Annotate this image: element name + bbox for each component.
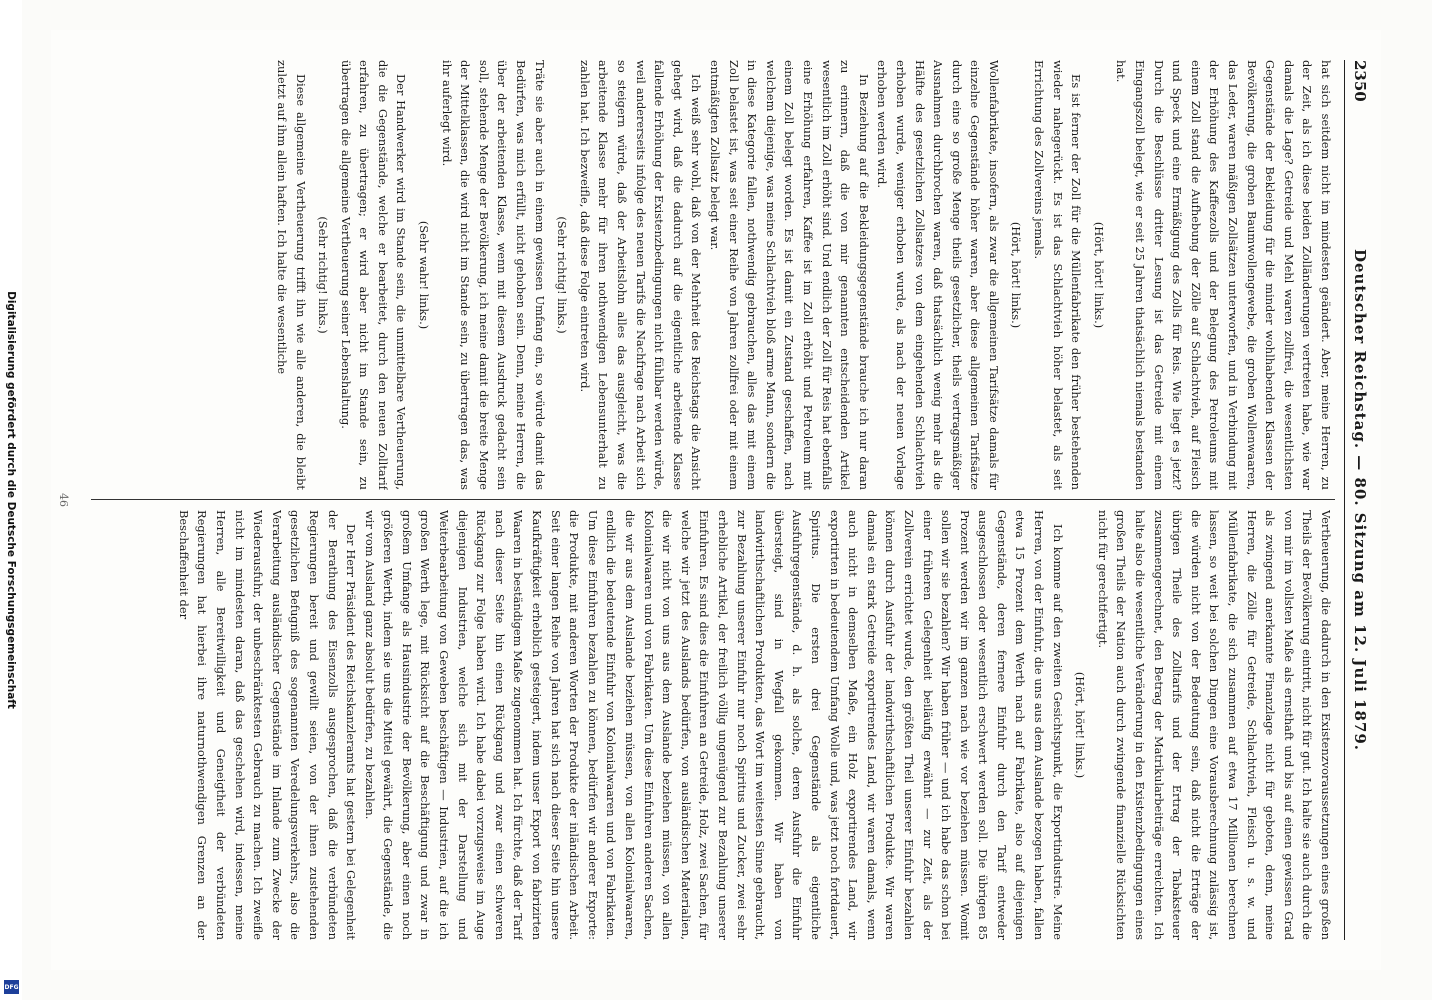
running-header [1344,60,1371,940]
interjection: (Hört, hört! links.) [1073,671,1088,779]
left-column [91,60,1335,490]
right-column [91,510,1335,940]
scanned-page [51,30,1381,970]
paragraph: Wollenfabrikate, insofern, als zwar die allgemeinen Tarifsätze damals für einzelne Gegenstände höher waren, aber diese allgemeinen Tarifsätze durch eine so große Menge theils gesetzlicher, theils vertragsmäßiger Ausnahmen durchbrochen waren, daß thatsächlich wenig mehr als die Hälfte des gesetzlichen Zollsatzes von dem eingehenden Schlachtvieh erhoben wurde, weniger erhoben wurde, als nach der neuen Vorlage erhoben werden wird. [875,60,1001,490]
dfg-logo: DFG [4,980,19,994]
paragraph: Der Herr Präsident des Reichskanzleramts hat gestern bei Gelegenheit der Berathung des Eisenzolls ausgesprochen, daß die verbündeten Regierungen bereit und gewillt seien, von der ihnen zustehenden gesetzlichen Befugniß des sogenannten Veredelungsverkehrs, also die Verarbeitung ausländischer Gegenstände im Inlande zum Zwecke der Wiederausfuhr, der unbeschränktesten Gebrauch zu machen. Ich zweifle nicht im mindesten daran, daß das geschehen wird, indessen, meine Herren, alle Bereitwilligkeit und Geneigtheit der verbündeten Regierungen hat hierbei ihre naturnothwendigen Grenzen an der Beschaffenheit der [176,510,359,940]
interjection: (Sehr wahr! links.) [417,220,432,330]
paragraph: Der Handwerker wird im Stande sein, die unmittelbare Vertheuerung, die die Gegenstände, welche er bearbeitet, durch den neuen Zolltarif erfahren, zu übertragen; er wird aber nicht im Stande sein, zu übertragen die allgemeine Vertheuerung seiner Lebenshaltung. [338,60,409,490]
digitization-credit [0,0,22,1000]
interjection: (Sehr richtig! links.) [316,216,331,334]
column-divider [91,499,1335,500]
interjection: (Hört, hört! links.) [1009,221,1024,329]
page-title: Deutscher Reichstag. — 80. Sitzung am 12. Juli 1879. [1351,248,1369,752]
credit-text: Digitalisierung gefördert durch die Deutsche Forschungsgemeinschaft [5,291,17,709]
paragraph: hat sich seitdem nicht im mindesten geändert. Aber, meine Herren, zu der Zeit, als ich diese beiden Zolländerungen vertreten habe, wie war damals die Lage? Getreide und Mehl waren zollfrei, die wesentlichsten Gegenstände der Bekleidung für die minder wohlhabenden Klassen der Bevölkerung, die groben Baumwollengewebe, die groben Wollenwaaren, das Leder, waren mäßigen Zollsätzen unterworfen, und in Verbindung mit der Erhöhung des Kaffeezolls und der Belegung des Petroleums mit einem Zoll stand die Aufhebung der Zölle auf Schlachtvieh, auf Fleisch und Speck und eine Ermäßigung des Zolls für Reis. Wie liegt es jetzt? Durch die Beschlüsse dritter Lesung ist das Getreide mit einem Eingangszoll belegt, wie er seit 25 Jahren thatsächlich niemals bestanden hat. [1114,60,1333,490]
paragraph: Ich weiß sehr wohl, daß von der Mehrheit des Reichstags die Ansicht gehegt wird, daß die dadurch auf die eigentliche arbeitende Klasse fallende Erhöhung der Existenzbedingungen nicht fühlbar werden würde, weil andererseits infolge des neuen Tarifs die Nachfrage nach Arbeit sich so steigern würde, daß der Arbeitslohn alles das ausgleicht, was die arbeitende Klasse mehr für ihren nothwendigen Lebensunterhalt zu zahlen hat. Ich bezweifle, daß diese Folge eintreten wird. [577,60,704,490]
interjection: (Hört, hört! links.) [1091,221,1106,329]
paragraph: Vertheuerung, die dadurch in den Existenzvoraussetzungen eines großen Theils der Bevölkerung eintritt, nicht für gut. Ich halte sie auch durch die von mir im vollsten Maße als ernsthaft und bis auf einen gewissen Grad als zwingend anerkannte Finanzlage nicht für geboten, denn, meine Herren, die Zölle für Getreide, Schlachtvieh, Fleisch u. s. w. und Müllenfabrikate, die sich zusammen auf etwa 17 Millionen berechnen lassen, so weit bei solchen Dingen eine Vorausberechnung zulässig ist, die würden nicht von der Bedeutung sein, daß nicht die Erträge der übrigen Theile des Zolltarifs und der Ertrag der Tabaksteuer zusammengerechnet, den Betrag der Matrikularbeiträge erreichten. Ich halte also die wesentliche Veränderung in den Existenzbedingungen eines großen Theils der Nation auch durch zwingende finanzielle Rücksichten nicht für gerechtfertigt. [1095,510,1333,940]
footer-page-mark: 46 [57,493,70,507]
paragraph: Träte sie aber auch in einem gewissen Umfang ein, so würde damit das Bedürfen, was mich erfüllt, nicht gehoben sein. Denn, meine Herren, die über der arbeitenden Klasse, wenn mit diesem Ausdruck gedacht sein soll, stehende Menge der Bevölkerung, ich meine damit die breite Menge der Mittelklassen, die wird nicht im Stande sein, zu übertragen das, was ihr auferlegt wird. [439,60,547,490]
page-number: 2350 [1351,60,1369,102]
paragraph: Diese allgemeine Vertheuerung trifft ihn wie alle anderen, die bleibt zuletzt auf ihm allein haften. Ich halte die wesentliche [274,60,308,490]
paragraph: In Beziehung auf die Bekleidungsgegenstände brauche ich nur daran zu erinnern, daß die von mir genannten entscheidenden Artikel wesentlich im Zoll erhöht sind. Und endlich der Zoll für Reis hat ebenfalls eine Erhöhung erfahren, Kaffee ist im Zoll erhöht und Petroleum mit einem Zoll belegt worden. Es ist damit ein Zustand geschaffen, nach welchem diejenige, was meine Schlachtvieh bloß arme Mann, sondern die in diese Kategorie fallen, nothwendig gebrauchen, alles das mit einem Zoll belastet ist, was seit einer Reihe von Jahren zollfrei oder mit einem entmäßigten Zollsatz belegt war. [708,60,871,490]
interjection: (Sehr richtig! links.) [555,216,570,334]
paragraph: Es ist ferner der Zoll für die Müllenfabrikate den früher bestehenden wieder nahegerückt. Es ist das Schlachtvieh höher belastet, als seit Errichtung des Zollvereins jemals. [1032,60,1084,490]
paragraph: Ich komme auf den zweiten Gesichtspunkt, die Exportindustrie. Meine Herren, von der Einfuhr, die uns aus dem Auslande bezogen haben, fallen etwa 15 Prozent dem Werth nach auf Fabrikate, also auf diejenigen Gegenstände, deren fernere Einfuhr durch den Tarif entweder ausgeschlossen oder wesentlich erschwert werden soll. Die übrigen 85 Prozent werden wir im ganzen nach wie vor beziehen müssen. Womit sollen wir sie bezahlen? Wir haben früher — und ich habe das schon bei einer früheren Gelegenheit beiläufig erwähnt — zur Zeit, als der Zollverein errichtet wurde, den größten Theil unserer Einfuhr bezahlen können durch Ausfuhr der landwirthschaftlichen Produkte. Wir waren damals ein stark Getreide exportirendes Land, wir waren damals, wenn auch nicht in demselben Maße, ein Holz exportirendes Land, wir exportirten in bedeutendem Umfang Wolle und, was jetzt noch fortdauert, Spiritus. Die ersten drei Gegenstände als eigentliche Ausfuhrgegenstände, d. h. als solche, deren Ausfuhr die Einfuhr übersteigt, sind in Wegfall gekommen. Wir haben von landwirthschaftlichen Produkten, das Wort im weitesten Sinne gebraucht, zur Bezahlung unserer Einfuhr nur noch Spiritus und Zucker, zwei sehr erhebliche Artikel, der freilich völlig ungenügend zur Bezahlung unserer Einfuhren. Es sind dies die Einfuhren an Getreide, Holz, zwei Sachen, für welche wir jetzt des Auslands bedürfen, von ausländischen Materialien, die wir nicht von uns aus dem Auslande beziehen müssen, von allen Kolonialwaaren und von Fabrikaten. Um diese Einfuhren anderen Sachen, die wir aus dem Auslande beziehen müssen, von allen Kolonialwaaren, endlich die bedeutende Einfuhr von Kolonialwaaren und von Fabrikaten. Um diese Einfuhren bezahlen zu können, bedürfen wir anderer Exporte: die Produkte, mit anderen Worten der Produkte der inländischen Arbeit. Seit einer langen Reihe von Jahren hat sich nach dieser Seite hin unsere Kaufkräftigkeit erheblich gesteigert, indem unser Export von fabrizirten Waaren in beständigem Maße zugenommen hat. Ich fürchte, daß der Tarif nach dieser Seite hin einen Rückgang und zwar einen schweren Rückgang zur Folge haben wird. Ich habe dabei vorzugsweise im Auge diejenigen Industrien, welche sich mit der Darstellung und Weiterbearbeitung von Geweben beschäftigen — Industrien, auf die ich großen Werth lege, mit Rücksicht auf die Beschäftigung und zwar in großem Umfange als Hausindustrie der Bevölkerung, aber einen noch größeren Werth, indem sie uns die Mittel gewährt, die Gegenstände, die wir vom Ausland ganz absolut bedürfen, zu bezahlen. [362,510,1065,940]
